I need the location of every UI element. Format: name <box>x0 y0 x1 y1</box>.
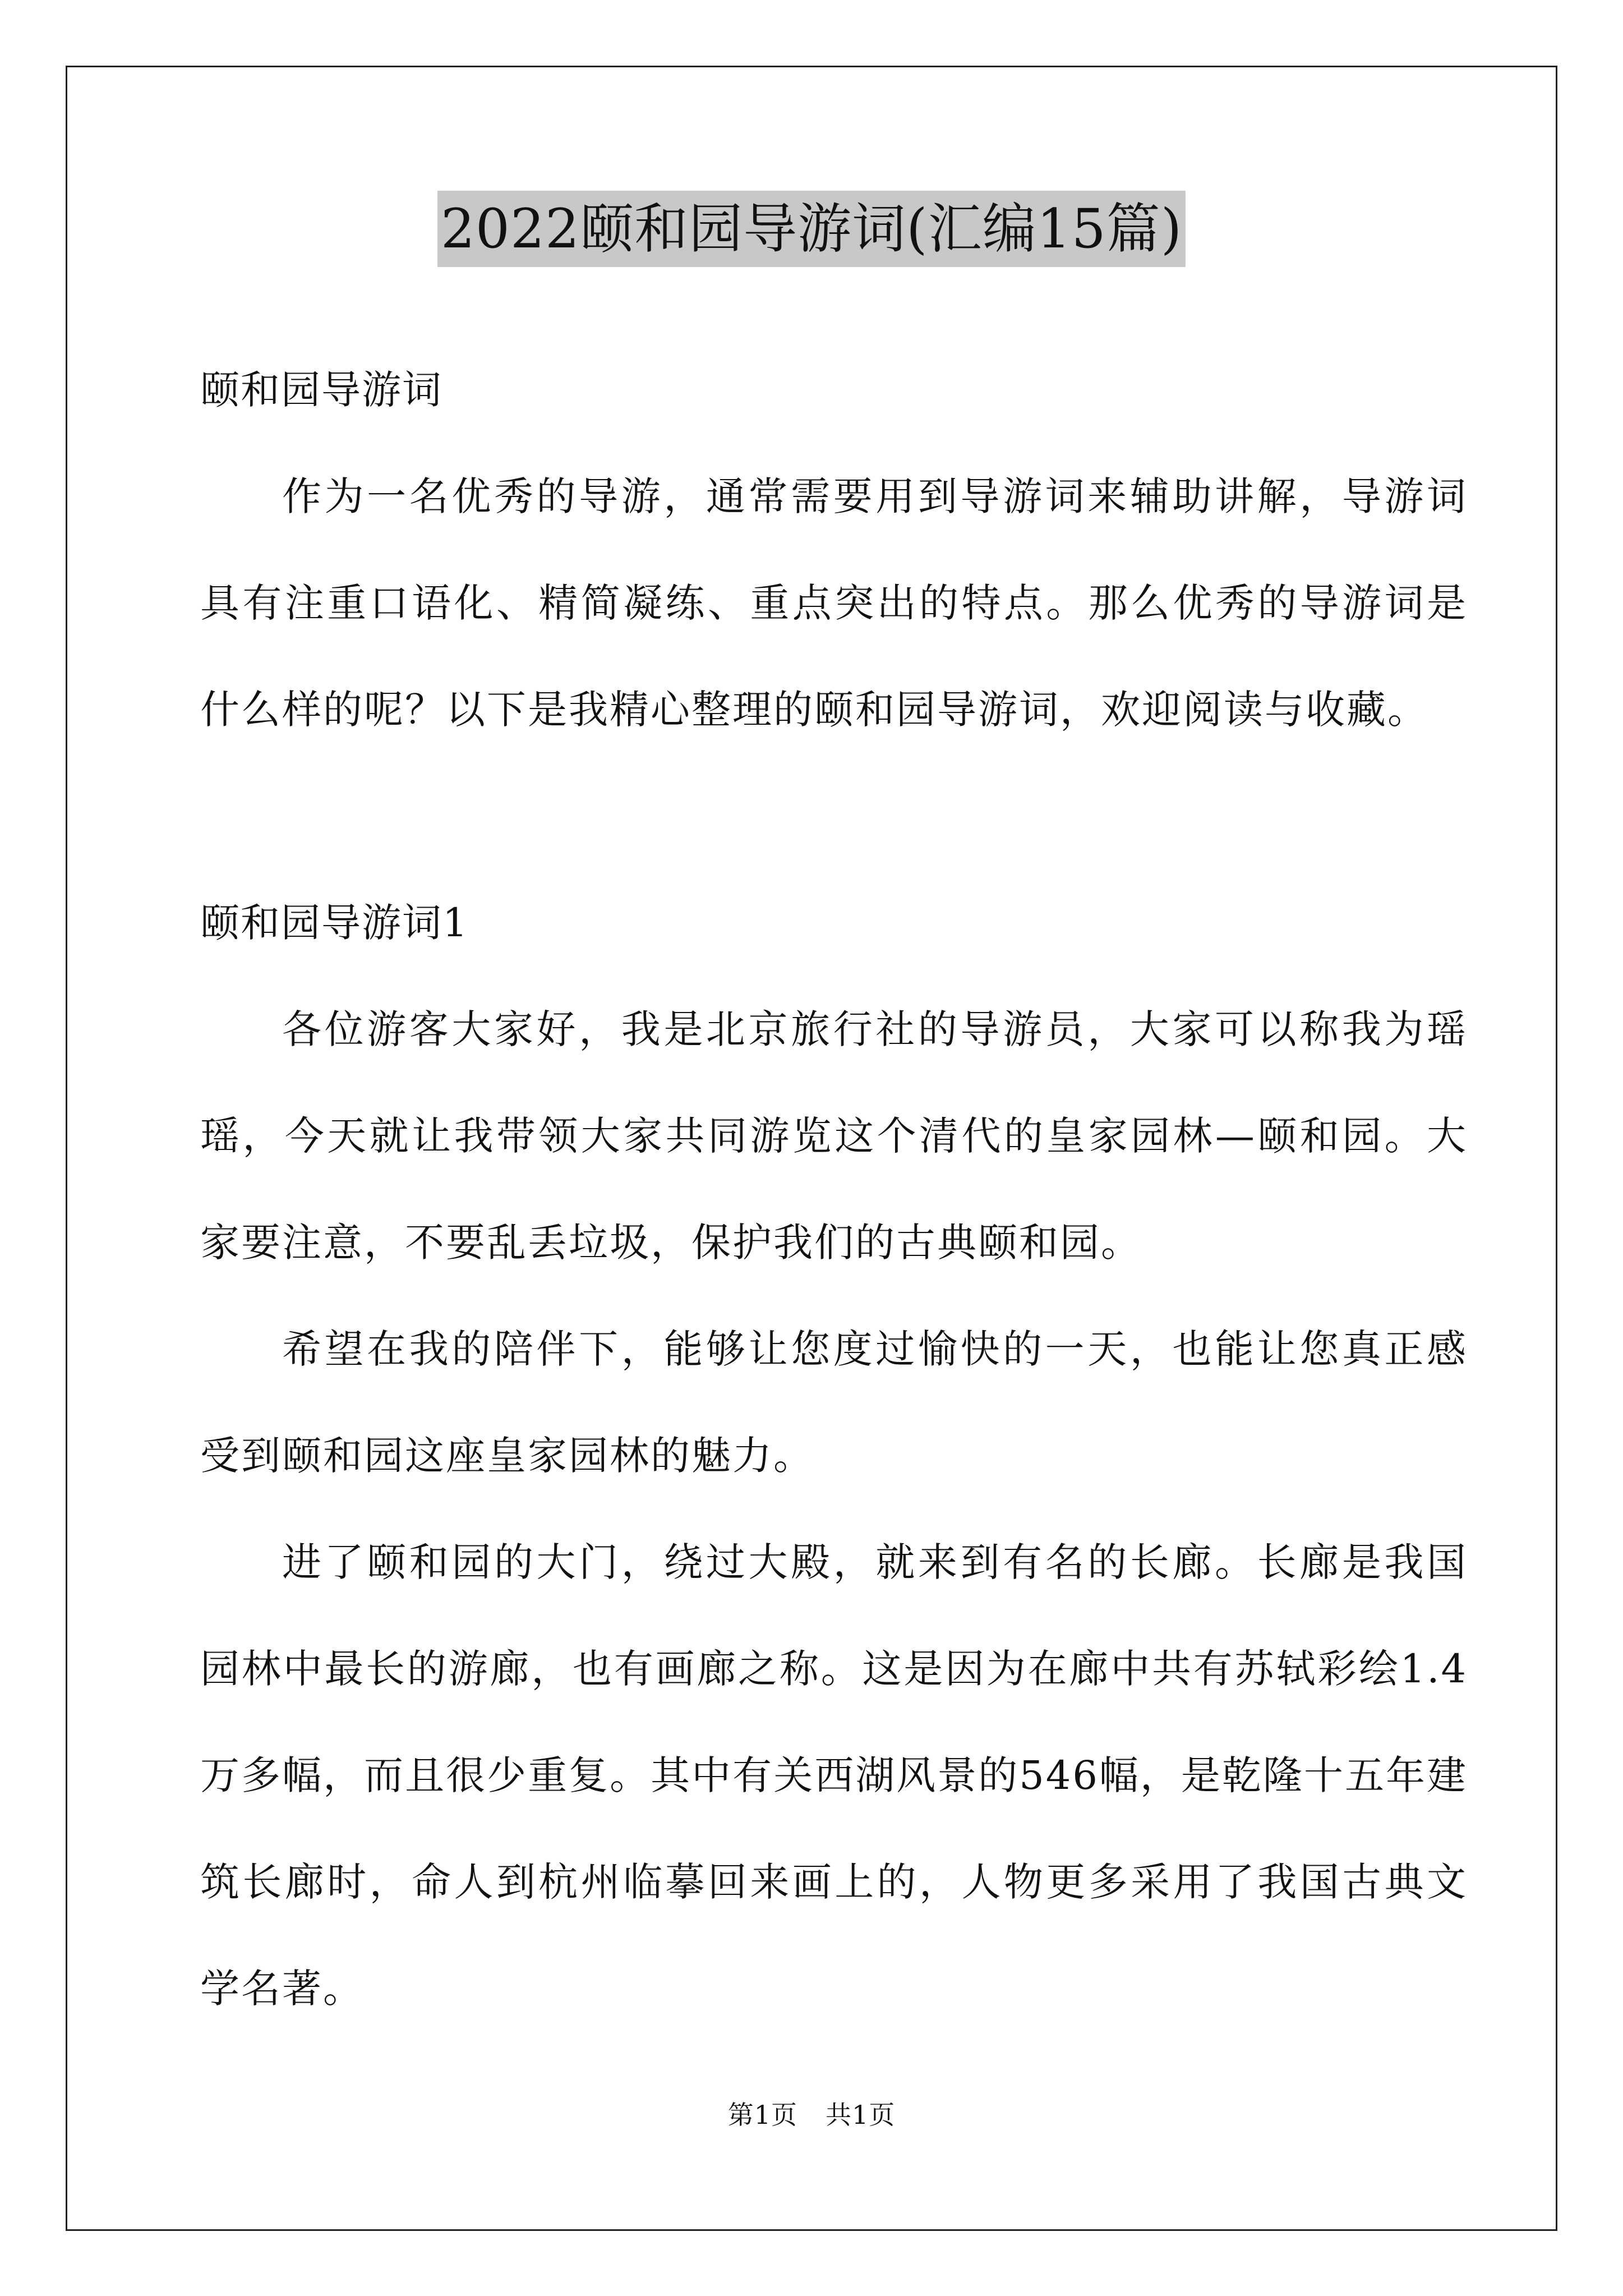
page-number: 第1页 <box>727 2100 797 2130</box>
page-total: 共1页 <box>826 2100 896 2130</box>
body-paragraph: 进了颐和园的大门，绕过大殿，就来到有名的长廊。长廊是我国园林中最长的游廊，也有画廊之称。这是因为在廊中共有苏轼彩绘1.4万多幅，而且很少重复。其中有关西湖风景的546幅，是乾隆十五年建筑长廊时，命人到杭州临摹回来画上的，人物更多采用了我国古典文学名著。 <box>200 1539 1468 2012</box>
intro-heading: 颐和园导游词 <box>200 367 442 413</box>
document-title: 2022颐和园导游词(汇编15篇) <box>437 191 1186 267</box>
intro-paragraph: 作为一名优秀的导游，通常需要用到导游词来辅助讲解，导游词具有注重口语化、精简凝练、重点突出的特点。那么优秀的导游词是什么样的呢？以下是我精心整理的颐和园导游词，欢迎阅读与收藏。 <box>200 473 1468 733</box>
title-container <box>0 191 1623 267</box>
section-heading: 颐和园导游词1 <box>200 900 469 946</box>
section-spacer <box>200 763 1468 869</box>
body-paragraph: 希望在我的陪伴下，能够让您度过愉快的一天，也能让您真正感受到颐和园这座皇家园林的魅力。 <box>200 1326 1468 1479</box>
document-body <box>200 337 1468 2042</box>
body-paragraph: 各位游客大家好，我是北京旅行社的导游员，大家可以称我为瑶瑶，今天就让我带领大家共同游览这个清代的皇家园林—颐和园。大家要注意，不要乱丢垃圾，保护我们的古典颐和园。 <box>200 1006 1468 1266</box>
page-footer <box>0 2098 1623 2132</box>
